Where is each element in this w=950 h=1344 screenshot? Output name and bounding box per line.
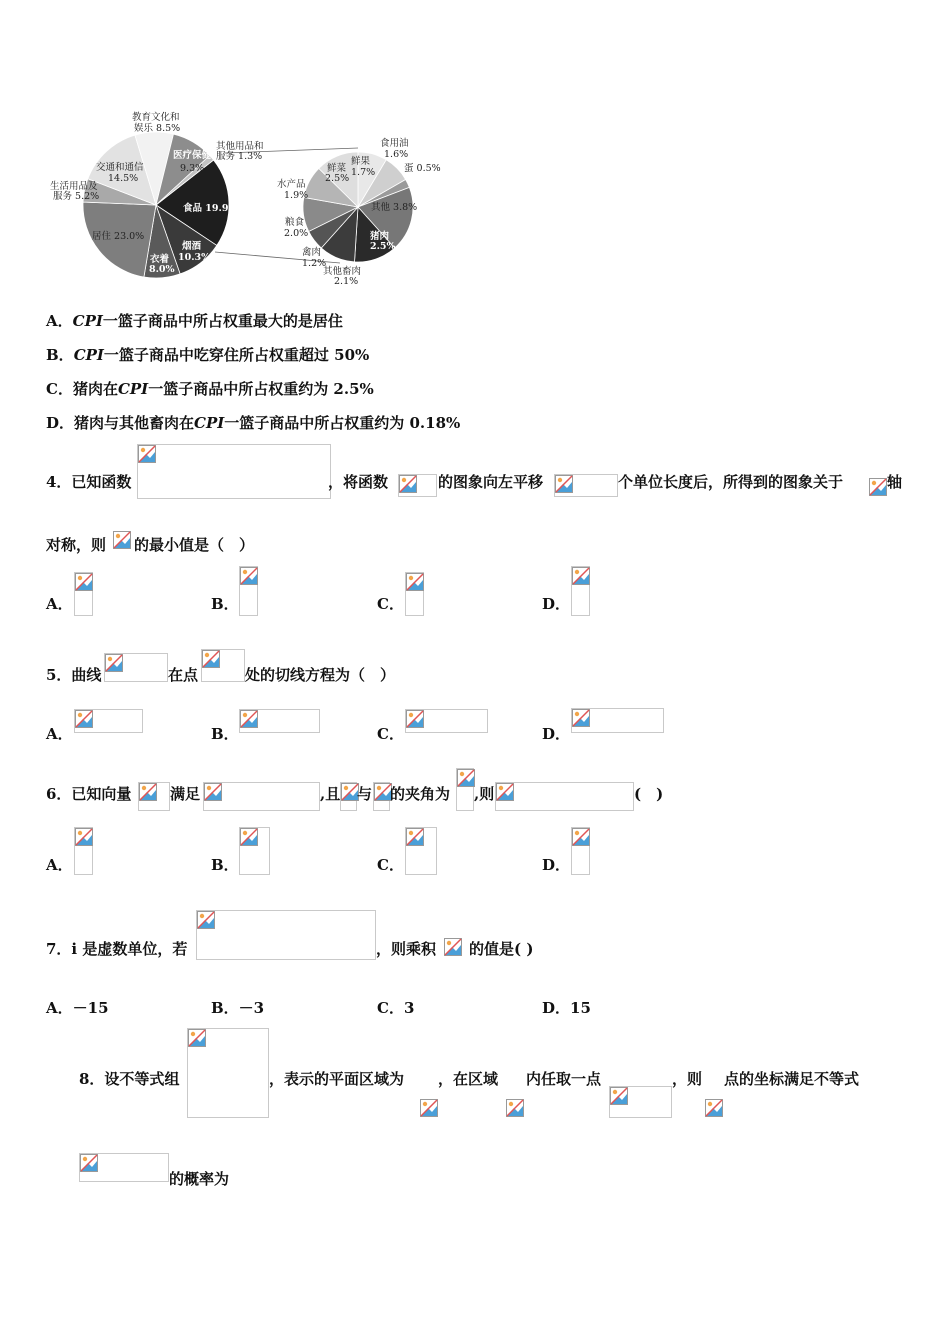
label-fruit-2: 1.7%: [351, 167, 376, 178]
q4-option-d-image: [571, 566, 590, 616]
label-daily-1: 生活用品及: [50, 181, 98, 192]
q6-text-5: 的夹角为: [390, 785, 451, 803]
label-poultry-1: 禽肉: [302, 247, 322, 258]
q6-option-b: B．: [211, 856, 239, 874]
broken-image-icon: [457, 769, 475, 787]
label-pork-2: 2.5%: [370, 241, 396, 252]
q4-shift-image: [554, 474, 618, 497]
broken-image-icon: [105, 654, 123, 672]
q7-option-b: B．－3: [211, 999, 265, 1017]
label-egg: 蛋 0.5%: [404, 163, 441, 174]
q5-option-c: C．: [377, 725, 404, 743]
q6-option-a: A．: [46, 856, 73, 874]
broken-image-icon: [572, 828, 590, 846]
q6-text-3: ,且: [320, 785, 341, 803]
q3-d-cpi: CPI: [194, 414, 225, 432]
broken-image-icon: [572, 709, 590, 727]
label-clothing-2: 8.0%: [149, 264, 175, 275]
q7-text-2: ，则乘积: [376, 940, 437, 958]
label-medical-1: 医疗保健: [173, 150, 212, 161]
broken-image-icon: [406, 573, 424, 591]
cpi-pie-chart: [40, 105, 460, 295]
broken-image-icon: [188, 1029, 206, 1047]
q6-vectors-image: [138, 782, 170, 811]
q3-a-cpi: CPI: [72, 312, 103, 330]
broken-image-icon: [610, 1087, 628, 1105]
broken-image-icon: [80, 1154, 98, 1172]
label-veg-1: 鲜菜: [327, 163, 347, 174]
q5-text-1: 5．曲线: [46, 666, 102, 684]
q4-option-c: C．: [377, 595, 404, 613]
q5-option-d: D．: [542, 725, 571, 743]
label-othermeat-2: 2.1%: [334, 276, 359, 287]
label-aquatic-1: 水产品: [277, 179, 306, 190]
q7-text-3: 的值是( ): [469, 940, 534, 958]
q6-text-1: 6．已知向量: [46, 785, 132, 803]
broken-image-icon: [555, 475, 573, 493]
broken-image-icon: [138, 445, 156, 463]
q3-option-c: [46, 379, 374, 399]
q8-text-5: ，则: [672, 1070, 703, 1088]
q6-result-image: [495, 782, 634, 811]
q5-option-b-image: [239, 709, 320, 733]
q4-text-1: 4．已知函数: [46, 473, 132, 491]
q6-option-d: D．: [542, 856, 571, 874]
label-poultry-2: 1.2%: [302, 258, 327, 269]
broken-image-icon: [240, 710, 258, 728]
label-other-1: 其他用品和: [216, 141, 264, 152]
q4-text-6: 对称，则: [46, 536, 107, 554]
broken-image-icon: [496, 783, 514, 801]
label-medical-2: 9.3%: [180, 163, 205, 174]
broken-image-icon: [572, 567, 590, 585]
broken-image-icon: [75, 828, 93, 846]
q5-text-3: 处的切线方程为（ ）: [245, 666, 396, 684]
q4-option-a-image: [74, 572, 93, 616]
q6-condition-image: [203, 782, 320, 811]
q4-text-5: 轴: [887, 473, 903, 491]
label-daily-2: 服务 5.2%: [53, 191, 100, 202]
q6-option-d-image: [571, 827, 590, 875]
q8-text-4: 内任取一点: [526, 1070, 602, 1088]
q7-product-image: [444, 938, 466, 958]
q4-text-4: 个单位长度后，所得到的图象关于: [618, 473, 844, 491]
q3-c-label: C．猪肉在: [46, 380, 118, 398]
q6-text-7: ( ): [634, 785, 664, 803]
q4-text-3: 的图象向左平移: [438, 473, 544, 491]
q8-text-7: 的概率为: [169, 1170, 230, 1188]
label-tobacco-2: 10.3%: [178, 252, 211, 263]
q6-option-a-image: [74, 827, 93, 875]
q6-option-c-image: [405, 827, 437, 875]
broken-image-icon: [197, 911, 215, 929]
q5-option-a-image: [74, 709, 143, 733]
broken-image-icon: [506, 1099, 524, 1117]
label-oil-1b: 食用油: [380, 138, 409, 149]
label-other-2: 服务 1.3%: [216, 151, 263, 162]
q3-c-text: 一篮子商品中所占权重约为 2.5%: [148, 380, 374, 398]
broken-image-icon: [240, 567, 258, 585]
q4-option-c-image: [405, 572, 424, 616]
q3-b-cpi: CPI: [73, 346, 104, 364]
label-fruit-1: 鲜果: [351, 156, 371, 167]
broken-image-icon: [75, 710, 93, 728]
label-transport-2: 14.5%: [108, 173, 139, 184]
q6-angle-image: [456, 768, 474, 811]
q6-vector-b-image: [373, 782, 390, 811]
q7-text-1: 7．i 是虚数单位，若: [46, 940, 188, 958]
q8-region-image-2: [506, 1099, 526, 1119]
q4-func-image-2: [398, 474, 437, 497]
q8-text-1: 8．设不等式组: [79, 1070, 180, 1088]
broken-image-icon: [75, 573, 93, 591]
broken-image-icon: [139, 783, 157, 801]
q5-option-c-image: [405, 709, 488, 733]
q3-a-text: 一篮子商品中所占权重最大的是居住: [102, 312, 343, 330]
broken-image-icon: [420, 1099, 438, 1117]
q5-option-a: A．: [46, 725, 73, 743]
q8-point-image-2: [705, 1099, 725, 1119]
label-food: 食品 19.9%: [183, 203, 238, 214]
label-tobacco-1: 烟酒: [182, 241, 202, 252]
q8-region-image: [420, 1099, 440, 1119]
broken-image-icon: [202, 650, 220, 668]
q5-option-b: B．: [211, 725, 239, 743]
q6-option-c: C．: [377, 856, 404, 874]
q8-text-2: ，表示的平面区域为: [269, 1070, 405, 1088]
q7-equation-image: [196, 910, 376, 960]
q8-text-3: ，在区域: [438, 1070, 499, 1088]
q6-vector-a-image: [340, 782, 357, 811]
broken-image-icon: [240, 828, 258, 846]
label-clothing-1: 衣着: [150, 254, 170, 265]
q6-text-4: 与: [357, 785, 373, 803]
label-oil-2: 1.6%: [384, 149, 409, 160]
label-grain-2: 2.0%: [284, 228, 309, 239]
label-edu-2: 娱乐 8.5%: [134, 123, 181, 134]
q7-option-c: C．3: [377, 999, 415, 1017]
label-othermeat-1: 其他畜肉: [323, 266, 362, 277]
q6-text-2: 满足: [170, 785, 201, 803]
broken-image-icon: [113, 531, 131, 549]
broken-image-icon: [869, 478, 887, 496]
q8-point-image: [609, 1086, 672, 1118]
q7-option-d: D．15: [542, 999, 591, 1017]
q3-a-label: A．: [46, 312, 73, 330]
q4-text-7: 的最小值是（ ）: [134, 536, 255, 554]
broken-image-icon: [406, 828, 424, 846]
label-other-food: 其他 3.8%: [371, 202, 418, 213]
q3-b-label: B．: [46, 346, 74, 364]
q3-option-d: [46, 413, 460, 433]
q3-option-a: [46, 311, 343, 331]
q8-text-6: 点的坐标满足不等式: [724, 1070, 860, 1088]
label-housing: 居住 23.0%: [92, 231, 145, 242]
q3-d-label: D．猪肉与其他畜肉在: [46, 414, 195, 432]
q6-option-b-image: [239, 827, 270, 875]
q4-option-a: A．: [46, 595, 73, 613]
label-aquatic-2: 1.9%: [284, 190, 309, 201]
q6-text-6: ,则: [474, 785, 495, 803]
label-grain-1: 粮食: [285, 217, 305, 228]
broken-image-icon: [406, 710, 424, 728]
q4-axis-image: [869, 478, 888, 498]
q5-curve-image: [104, 653, 168, 682]
label-pork-1: 猪肉: [370, 231, 390, 242]
q3-c-cpi: CPI: [117, 380, 149, 398]
label-transport-1: 交通和通信: [96, 162, 144, 173]
q5-option-d-image: [571, 708, 664, 733]
q5-text-2: 在点: [168, 666, 199, 684]
q3-option-b: [46, 345, 369, 365]
broken-image-icon: [444, 938, 462, 956]
q3-d-text: 一篮子商品中所占权重约为 0.18%: [224, 414, 461, 432]
q4-option-d: D．: [542, 595, 571, 613]
q4-var-image: [113, 531, 133, 551]
q8-inequality-image: [79, 1153, 169, 1182]
broken-image-icon: [705, 1099, 723, 1117]
q4-function-image: [137, 444, 331, 499]
label-edu-1: 教育文化和: [132, 112, 180, 123]
q4-option-b-image: [239, 566, 258, 616]
broken-image-icon: [204, 783, 222, 801]
q8-system-image: [187, 1028, 269, 1118]
q4-text-2: ，将函数: [328, 473, 389, 491]
q3-b-text: 一篮子商品中吃穿住所占权重超过 50%: [103, 346, 370, 364]
label-veg-2: 2.5%: [325, 173, 350, 184]
q7-option-a: A．－15: [46, 999, 109, 1017]
q4-option-b: B．: [211, 595, 239, 613]
q5-point-image: [201, 649, 245, 682]
broken-image-icon: [399, 475, 417, 493]
